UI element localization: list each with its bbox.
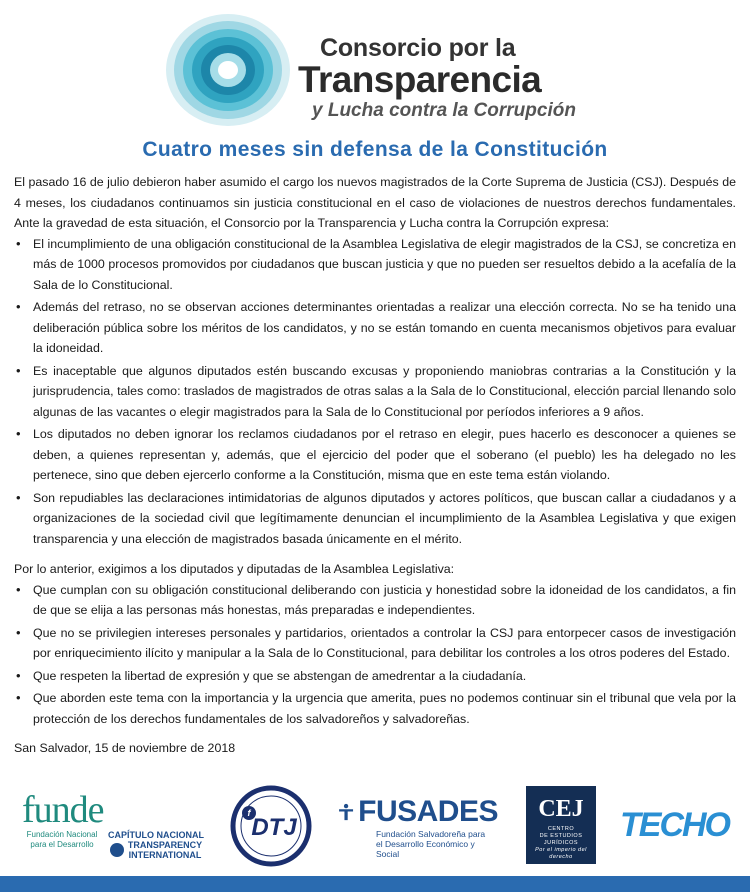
header (0, 0, 750, 135)
funde-logo (22, 790, 102, 850)
logo-line-1: Consorcio por la (320, 34, 516, 62)
demands-intro: Por lo anterior, exigimos a los diputados y diputadas de la Asamblea Legislativa: (14, 562, 455, 576)
closing-date: San Salvador, 15 de noviembre de 2018 (14, 741, 236, 755)
techo-logo: TECHO (620, 806, 729, 844)
transparency-international-logo (100, 830, 212, 860)
point-item: • Son repudiables las declaraciones intimidatorias de algunos diputados y actores políticos, que buscan callar a ciudadanos y a organizaciones de la sociedad civil que legítimamente denuncian el incumplimiento de la Asamblea Legislativa y que exigen transparencia y una elección de magistrados basada únicamente en el mérito. (14, 488, 736, 550)
demand-item: • Que respeten la libertad de expresión y que se abstengan de amedrentar a la ciudadanía. (14, 666, 736, 687)
cej-logo (526, 786, 596, 864)
demand-item: • Que aborden este tema con la importancia y la urgencia que amerita, pues no podemos continuar sin el tribunal que vela por la protección de los derechos fundamentales de los salvadoreños y salvadoreñas. (14, 688, 736, 729)
cej-subtitle-1: CENTRO (547, 826, 575, 832)
consorcio-logo-icon (163, 10, 293, 130)
fusades-subtitle-2: el Desarrollo Económico y Social (376, 839, 475, 859)
logo-line-3: y Lucha contra la Corrupción (312, 100, 576, 121)
ti-line-2: TRANSPARENCY (127, 840, 203, 850)
points-list (14, 234, 736, 550)
document-title: Cuatro meses sin defensa de la Constitución (142, 138, 608, 161)
demand-item: • Que cumplan con su obligación constitucional deliberando con justicia y honestidad sobre la idoneidad de los candidatos, a fin de que se elija a las personas más honestas, más preparadas e independientes. (14, 580, 736, 621)
funde-subtitle-1: Fundación Nacional (26, 830, 98, 839)
cej-subtitle-3: JURÍDICOS (543, 840, 579, 846)
ti-row (100, 840, 212, 860)
ti-line-3: INTERNATIONAL (128, 850, 202, 860)
point-item: • Es inaceptable que algunos diputados estén buscando excusas y proponiendo maniobras contrarias a la Constitución y la jurisprudencia, tales como: traslados de magistrados de otras salas a la Sala de lo Constitucional, elección parcial llenando solo algunas de las vacantes o elegir magistrados para la Sala de lo Constitucional por períodos inferiores a 9 años. (14, 361, 736, 423)
demands-list (14, 580, 736, 730)
dtj-logo-icon (230, 785, 312, 867)
cej-mark: CEJ (538, 796, 584, 822)
intro-paragraph: El pasado 16 de julio debieron haber asumido el cargo los nuevos magistrados de la Corte Suprema de Justicia (CSJ). Después de 4 meses, los ciudadanos continuamos sin justicia constitucional en el caso de violaciones de nuestros derechos fundamentales. Ante la gravedad de esta situación, el Consorcio por la Transparencia y Lucha contra la Corrupción expresa: (14, 175, 736, 230)
point-item: • Los diputados no deben ignorar los reclamos ciudadanos por el retraso en elegir, pues hacerlo es desconocer a quienes se deben, a quienes representan y, además, que el ejercicio del poder que el soberano (el pueblo) les ha delegado no les pertenece, sino que deben ejercerlo conforme a la Constitución, misma que en este tema están violando. (14, 424, 736, 486)
fusades-person-icon (338, 796, 354, 828)
fusades-wordmark: FUSADES (358, 795, 498, 828)
fusades-logo (338, 795, 498, 859)
fusades-subtitle-1: Fundación Salvadoreña para (376, 829, 486, 839)
document-body (14, 172, 736, 759)
consorcio-logo-text (298, 34, 618, 124)
ti-line-1: CAPÍTULO NACIONAL (108, 830, 204, 840)
dtj-wordmark: DTJ (251, 814, 297, 841)
svg-text:f: f (247, 808, 251, 818)
cej-subtitle-2: DE ESTUDIOS (539, 833, 583, 839)
ti-globe-icon (110, 843, 124, 857)
point-item: • El incumplimiento de una obligación constitucional de la Asamblea Legislativa de elegir magistrados de la CSJ, se concretiza en más de 1000 procesos promovidos por ciudadanos que buscan justicia y que no pueden ser resueltos debido a la acefalía de la Sala de lo Constitucional. (14, 234, 736, 296)
cej-subtitle-4: Por el imperio del derecho (535, 847, 587, 860)
funde-wordmark: funde (22, 789, 104, 831)
demand-item: • Que no se privilegien intereses personales y partidarios, orientados a controlar la CSJ para entorpecer casos de investigación por enriquecimiento ilícito y manipular a la Sala de lo Constitucional, para debilitar los controles a los otros poderes del Estado. (14, 623, 736, 664)
funde-subtitle-2: para el Desarrollo (30, 840, 94, 849)
fusades-wordmark-row (338, 795, 498, 829)
bottom-bar (0, 876, 750, 892)
logo-line-2: Transparencia (298, 59, 542, 100)
point-item: • Además del retraso, no se observan acciones determinantes orientadas a realizar una elección correcta. No se ha tenido una deliberación pública sobre los méritos de los candidatos, y no se están tomando en cuenta mecanismos objetivos para evaluar la idoneidad. (14, 297, 736, 359)
sponsor-logos (0, 780, 750, 872)
